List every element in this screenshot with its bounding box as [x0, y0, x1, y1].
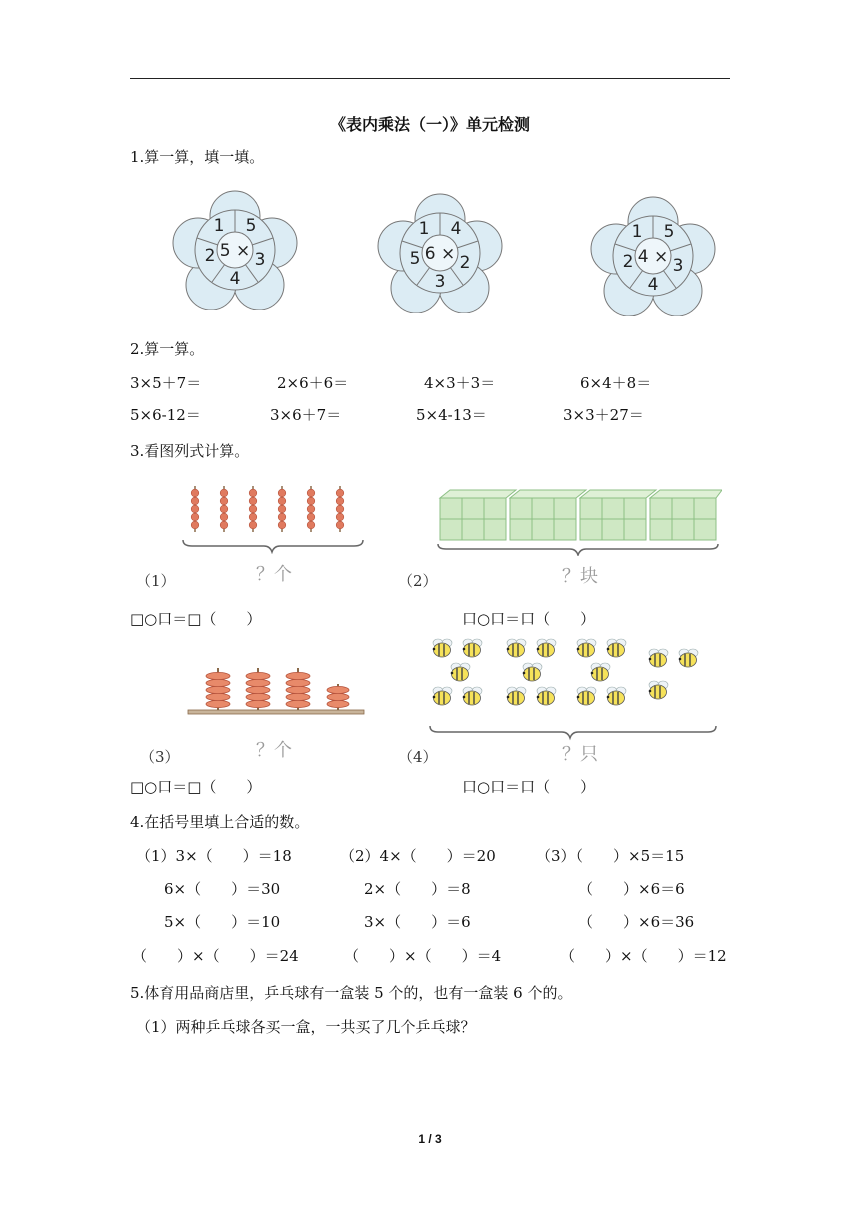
- flower-1-petal: 3: [254, 250, 266, 270]
- q3-question-2: ？块: [562, 566, 598, 587]
- flower-2-petal: 1: [418, 219, 430, 239]
- skewers-picture: [178, 484, 368, 554]
- q3-question-3: ？个: [256, 740, 292, 761]
- bees-picture: [424, 636, 720, 742]
- flower-2-petal: 3: [434, 272, 446, 292]
- flower-1: [172, 188, 298, 310]
- flower-2-petal: 5: [409, 249, 421, 269]
- q2-expression: 3×3＋27＝: [563, 406, 644, 424]
- flower-1-petal: 2: [204, 246, 216, 266]
- blocks-picture: [432, 484, 722, 556]
- q3-answer-4: 口○口＝口（ ）: [462, 778, 596, 796]
- q4-item: 6×（ ）＝30: [164, 880, 281, 898]
- q3-label-1: （1）: [136, 572, 176, 590]
- q4-item: 5×（ ）＝10: [164, 913, 281, 931]
- flower-1-petal: 4: [229, 269, 241, 289]
- q3-answer-1: □○口＝□（ ）: [130, 610, 262, 628]
- q4-item: 3×（ ）＝6: [364, 913, 471, 931]
- q2-heading: 2.算一算。: [130, 340, 205, 358]
- q2-expression: 3×6＋7＝: [270, 406, 342, 424]
- page-number: 1 / 3: [418, 1132, 442, 1146]
- flower-2-petal: 2: [459, 253, 471, 273]
- flower-3-petal: 4: [647, 275, 659, 295]
- q4-item: （ ）×（ ）＝4: [344, 947, 502, 965]
- q2-expression: 2×6＋6＝: [277, 374, 349, 392]
- header-rule: [130, 78, 730, 79]
- q3-answer-2: 口○口＝口（ ）: [462, 610, 596, 628]
- flower-1-center: 5 ×: [219, 241, 251, 261]
- flower-1-petal: 5: [245, 216, 257, 236]
- q2-expression: 4×3＋3＝: [424, 374, 496, 392]
- q2-expression: 6×4＋8＝: [580, 374, 652, 392]
- q5-heading: 5.体育用品商店里，乒乓球有一盒装 5 个的，也有一盒装 6 个的。: [130, 984, 573, 1002]
- q4-item: （ ）×（ ）＝12: [560, 947, 727, 965]
- q4-item: （2）4×（ ）＝20: [340, 847, 496, 865]
- q4-item: （3）（ ）×5＝15: [536, 847, 685, 865]
- q3-label-2: （2）: [398, 572, 438, 590]
- q4-heading: 4.在括号里填上合适的数。: [130, 813, 310, 831]
- q2-expression: 3×5＋7＝: [130, 374, 202, 392]
- q2-expression: 5×6-12＝: [130, 406, 201, 424]
- flower-2-center: 6 ×: [424, 244, 456, 264]
- q4-item: （ ）×（ ）＝24: [132, 947, 299, 965]
- q5-sub1: （1）两种乒乓球各买一盒，一共买了几个乒乓球？: [136, 1018, 476, 1036]
- flower-1-petal: 1: [213, 216, 225, 236]
- q4-item: （ ）×6＝36: [578, 913, 695, 931]
- q3-answer-3: □○口＝□（ ）: [130, 778, 262, 796]
- abacus-picture: [186, 664, 366, 720]
- flower-2: [377, 191, 503, 313]
- q3-heading: 3.看图列式计算。: [130, 442, 250, 460]
- flower-3-petal: 5: [663, 222, 675, 242]
- q4-item: （ ）×6＝6: [578, 880, 685, 898]
- flower-3: [590, 194, 716, 316]
- q4-item: （1）3×（ ）＝18: [136, 847, 292, 865]
- page-title: 《表内乘法（一）》单元检测: [329, 115, 530, 134]
- q3-label-4: （4）: [398, 748, 438, 766]
- q3-question-4: ？只: [562, 744, 598, 765]
- q1-heading: 1.算一算，填一填。: [130, 148, 265, 166]
- flower-3-center: 4 ×: [637, 247, 669, 267]
- flower-3-petal: 3: [672, 256, 684, 276]
- flower-2-petal: 4: [450, 219, 462, 239]
- q3-label-3: （3）: [140, 748, 180, 766]
- q2-expression: 5×4-13＝: [416, 406, 487, 424]
- flower-3-petal: 1: [631, 222, 643, 242]
- q4-item: 2×（ ）＝8: [364, 880, 471, 898]
- q3-question-1: ？个: [256, 564, 292, 585]
- flower-3-petal: 2: [622, 252, 634, 272]
